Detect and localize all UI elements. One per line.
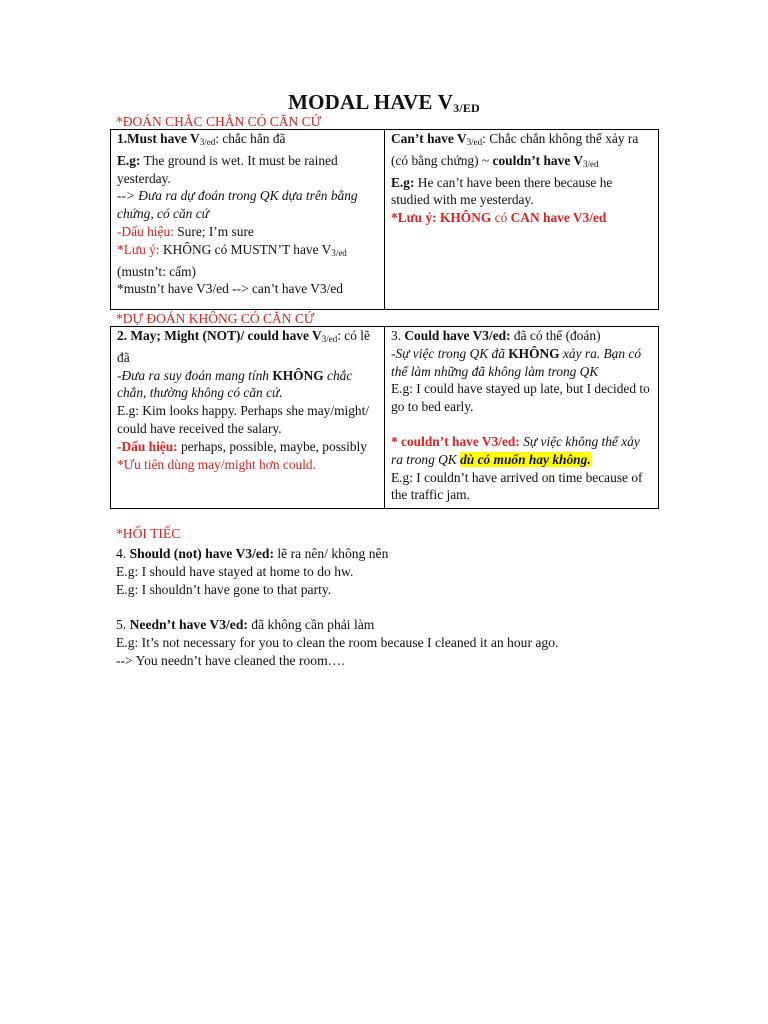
sign-words: Sure; I’m sure [173, 223, 254, 239]
must-have-example: The ground is wet. It must be rained yesterday. [117, 152, 338, 186]
could-have-note-1: -Sự việc trong QK đã [391, 345, 509, 361]
must-have-note: --> Đưa ra dự đoán trong QK dựa trên bằng chứng, có căn cứ [117, 188, 358, 222]
could-have-label: Could have V3/ed: [404, 328, 511, 343]
section2-right-cell [385, 327, 659, 509]
couldnt-have-label: * couldn’t have V3/ed: [391, 433, 520, 449]
could-have-meaning: đã có thể (đoán) [510, 328, 601, 343]
section1-left-cell [111, 130, 385, 310]
neednt-have-label: Needn’t have V3/ed: [129, 617, 248, 632]
must-have-subscript: 3/ed [199, 137, 216, 147]
section1-heading: *ĐOÁN CHẮC CHẮN CÓ CĂN CỨ [116, 114, 322, 129]
item-number: 5. [116, 617, 130, 632]
may-might-note-2: chắc chắn, thường không có căn cứ. [117, 367, 353, 401]
couldnt-have-label: couldn’t have V [492, 152, 584, 168]
sign-label: -Dấu hiệu: [117, 438, 178, 454]
may-might-note-bold: KHÔNG [272, 367, 324, 383]
may-might-meaning: : có lẽ đã [117, 328, 370, 365]
may-might-subscript: 3/ed [321, 334, 338, 344]
section2-left-cell [111, 327, 385, 509]
sign-words: perhaps, possible, maybe, possibly [177, 438, 367, 454]
section3 [116, 525, 676, 670]
eg-label: E.g: [391, 174, 415, 190]
note-label: *Lưu ý: [117, 241, 160, 257]
note-text: KHÔNG có MUSTN’T have V [159, 241, 332, 257]
could-have-example: E.g: I could have stayed up late, but I decided to go to bed early. [391, 381, 650, 415]
spacer [391, 416, 652, 433]
couldnt-have-meaning: Sự việc không thể xảy ra trong QK [391, 433, 640, 467]
item-number: 3. [391, 328, 405, 343]
item-number: 4. [116, 546, 130, 561]
may-might-label: 2. May; Might (NOT)/ could have V [117, 328, 322, 343]
priority-note: *Ưu tiên dùng may/might hơn could. [117, 456, 316, 472]
note-mid: có [491, 210, 511, 226]
mustnt-rule: *mustn’t have V3/ed --> can’t have V3/ed [117, 281, 343, 297]
should-have-label: Should (not) have V3/ed: [129, 546, 274, 561]
spacer [116, 599, 676, 616]
highlighted-phrase: dù có muốn hay không. [460, 451, 591, 467]
section3-heading: *HỐI TIẾC [116, 526, 181, 541]
note-can-have: CAN have V3/ed [510, 210, 607, 226]
couldnt-have-example: E.g: I couldn’t have arrived on time because of the traffic jam. [391, 469, 643, 503]
mustnt-meaning: (mustn’t: cấm) [117, 263, 196, 279]
neednt-have-meaning: đã không cần phải làm [247, 617, 375, 632]
must-have-label: 1.Must have V [117, 131, 200, 146]
cant-have-label: Can’t have V [391, 131, 467, 146]
may-might-example: E.g: Kim looks happy. Perhaps she may/might/ could have received the salary. [117, 403, 370, 436]
note-subscript: 3/ed [331, 247, 347, 258]
section1-right-cell [385, 130, 659, 310]
must-have-meaning: : chắc hẳn đã [215, 131, 286, 146]
couldnt-have-subscript: 3/ed [583, 158, 599, 169]
cant-have-example: He can’t have been there because he studied with me yesterday. [391, 174, 613, 208]
eg-label: E.g: [117, 152, 141, 168]
sign-label: -Dấu hiệu: [117, 223, 174, 239]
could-have-note-bold: KHÔNG [508, 345, 560, 361]
section2-table [110, 326, 659, 509]
could-have-note-2: xảy ra. Bạn có thể làm những đã không làm trong QK [391, 345, 642, 379]
title-subscript: 3/ED [453, 101, 480, 115]
section2-heading: *DỰ ĐOÁN KHÔNG CÓ CĂN CỨ [116, 311, 315, 326]
cant-have-meaning: : Chắc chắn không thể xảy ra (có bằng chứng) ~ [391, 131, 639, 168]
section1-table [110, 129, 659, 310]
page-title [0, 90, 768, 116]
note-label: *Lưu ý: KHÔNG [391, 210, 492, 226]
should-have-meaning: lẽ ra nên/ không nên [274, 546, 389, 561]
neednt-have-example-1: E.g: It’s not necessary for you to clean the room because I cleaned it an hour ago. [116, 635, 559, 650]
should-have-example-2: E.g: I shouldn’t have gone to that party. [116, 582, 332, 597]
cant-have-subscript: 3/ed [466, 137, 483, 147]
should-have-example-1: E.g: I should have stayed at home to do hw. [116, 564, 354, 579]
title-text: MODAL HAVE V [288, 90, 454, 114]
may-might-note-1: -Đưa ra suy đoán mang tính [117, 367, 273, 383]
neednt-have-example-2: --> You needn’t have cleaned the room…. [116, 653, 345, 668]
